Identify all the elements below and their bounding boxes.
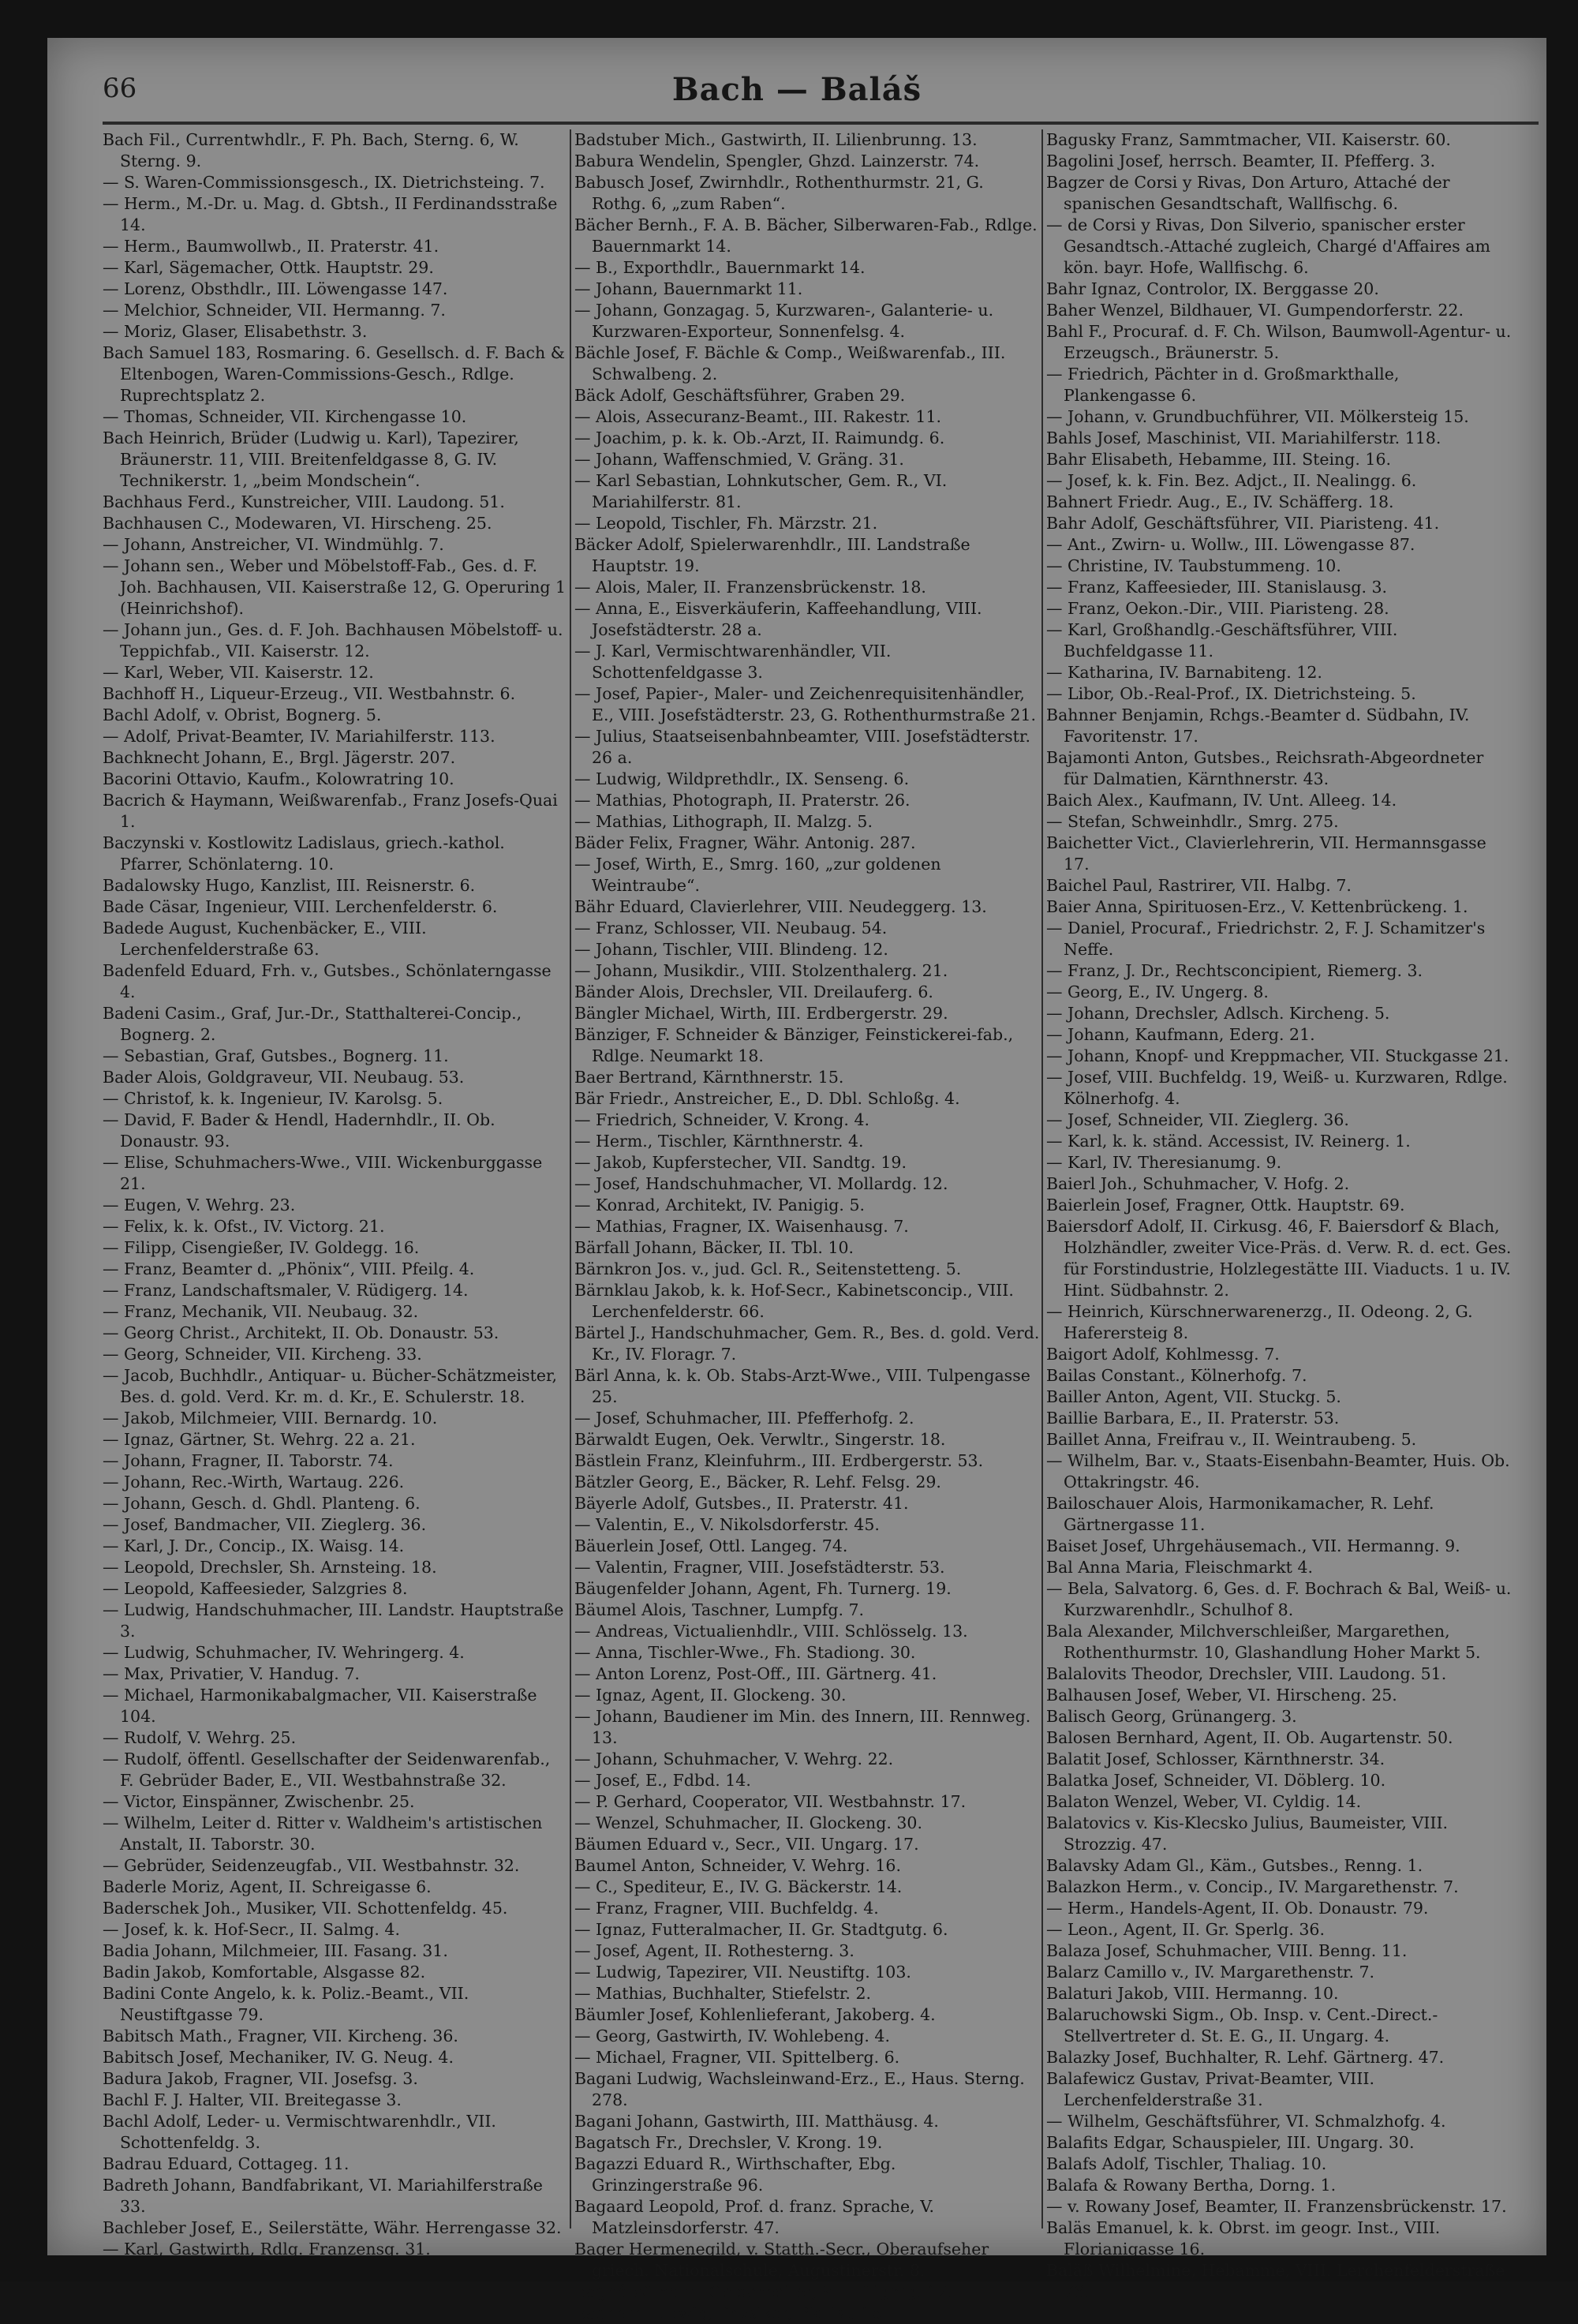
directory-entry: — Josef, Papier-, Maler- und Zeichenrequisitenhändler, E., VIII. Josefstädterstr. 23, G. Rothenthurmstraße 21. — [574, 684, 1037, 724]
directory-entry: Bailoschauer Alois, Harmonikamacher, R. Lehf. Gärtnergasse 11. — [1046, 1494, 1434, 1534]
directory-entry: Badrau Eduard, Cottageg. 11. — [103, 2154, 350, 2173]
directory-entry: Balosen Bernhard, Agent, II. Ob. Augartenstr. 50. — [1046, 1728, 1453, 1747]
directory-entry: — Wilhelm, Geschäftsführer, VI. Schmalzhofg. 4. — [1046, 2112, 1446, 2131]
directory-entry: — Johann, Drechsler, Adlsch. Kircheng. 5. — [1046, 1004, 1390, 1023]
directory-entry: — S. Waren-Commissionsgesch., IX. Dietrichsteing. 7. — [103, 173, 545, 192]
directory-entry: — Johann, Waffenschmied, V. Gräng. 31. — [574, 450, 904, 469]
directory-entry: — Johann, Fragner, II. Taborstr. 74. — [103, 1451, 394, 1470]
directory-entry: — Ignaz, Gärtner, St. Wehrg. 22 a. 21. — [103, 1430, 416, 1449]
directory-entry: — Lorenz, Obsthdlr., III. Löwengasse 147. — [103, 279, 448, 298]
directory-entry: Baillie Barbara, E., II. Praterstr. 53. — [1046, 1409, 1340, 1428]
directory-entry: — Daniel, Procuraf., Friedrichstr. 2, F. J. Schamitzer's Neffe. — [1046, 919, 1486, 959]
directory-entry: — Thomas, Schneider, VII. Kirchengasse 10. — [103, 407, 467, 426]
directory-entry: Baderschek Joh., Musiker, VII. Schottenfeldg. 45. — [103, 1899, 508, 1918]
directory-entry: Bäck Adolf, Geschäftsführer, Graben 29. — [574, 386, 906, 405]
directory-entry: Bachleber Josef, E., Seilerstätte, Währ. Herrengasse 32. — [103, 2218, 562, 2237]
directory-entry: — Felix, k. k. Ofst., IV. Victorg. 21. — [103, 1217, 385, 1236]
directory-entry: — Herm., Tischler, Kärnthnerstr. 4. — [574, 1132, 864, 1151]
column-divider — [1041, 129, 1043, 2229]
directory-entry: Bagani Johann, Gastwirth, III. Matthäusg. 4. — [574, 2112, 939, 2131]
directory-entry: — Karl, Weber, VII. Kaiserstr. 12. — [103, 663, 374, 682]
directory-entry: — Valentin, E., V. Nikolsdorferstr. 45. — [574, 1515, 880, 1534]
directory-entry: Bagusky Franz, Sammtmacher, VII. Kaiserstr. 60. — [1046, 130, 1451, 149]
directory-entry: — Wilhelm, Bar. v., Staats-Eisenbahn-Beamter, Huis. Ob. Ottakringstr. 46. — [1046, 1451, 1510, 1491]
directory-entry: Bagatsch Fr., Drechsler, V. Krong. 19. — [574, 2133, 883, 2152]
directory-entry: — Mathias, Buchhalter, Stiefelstr. 2. — [574, 1984, 872, 2003]
directory-entry: — Herm., Baumwollwb., II. Praterstr. 41. — [103, 237, 439, 256]
directory-entry: — Jakob, Kupferstecher, VII. Sandtg. 19. — [574, 1153, 907, 1172]
directory-entry: — Karl, Gastwirth, Rdlg. Franzensg. 31. — [103, 2240, 431, 2259]
directory-entry: — Heinrich, Kürschnerwarenerzg., II. Odeong. 2, G. Haferersteig 8. — [1046, 1302, 1473, 1342]
directory-entry: — Libor, Ob.-Real-Prof., IX. Dietrichsteing. 5. — [1046, 684, 1416, 703]
directory-entry: — de Corsi y Rivas, Don Silverio, spanischer erster Gesandtsch.-Attaché zugleich, Chargé d'Affaires am kön. bayr. Hofe, Wallfischg. 6. — [1046, 215, 1490, 277]
directory-entry: — Stefan, Schweinhdlr., Smrg. 275. — [1046, 812, 1339, 831]
directory-entry: Bängler Michael, Wirth, III. Erdbergerstr. 29. — [574, 1004, 948, 1023]
directory-entry: — B., Exporthdlr., Bauernmarkt 14. — [574, 258, 866, 277]
directory-entry: Bagherr Ludwig, Physiker, Piarist. 15. — [574, 2303, 888, 2322]
directory-entry: — Ludwig, Schuhmacher, IV. Wehringerg. 4. — [103, 1643, 465, 1662]
directory-entry: — Friedrich, Schneider, V. Krong. 4. — [574, 1110, 870, 1129]
directory-entry: — Karl, J. Dr., Concip., IX. Waisg. 14. — [103, 1536, 405, 1555]
directory-entry: Balafewicz Gustav, Privat-Beamter, VIII. Lerchenfelderstraße 31. — [1046, 2069, 1374, 2109]
directory-entry: — Josef, VIII. Buchfeldg. 19, Weiß- u. Kurzwaren, Rdlge. Kölnerhofg. 4. — [1046, 1068, 1508, 1108]
directory-entry: Bala Alexander, Milchverschleißer, Margarethen, Rothenthurmstr. 10, Glashandlung Hoher Markt 5. — [1046, 1622, 1481, 1662]
directory-entry: Balaton Wenzel, Weber, VI. Cyldig. 14. — [1046, 1792, 1362, 1811]
directory-entry: Bärnkron Jos. v., jud. Gcl. R., Seitenstetteng. 5. — [574, 1259, 962, 1278]
directory-entry: Bahr Elisabeth, Hebamme, III. Steing. 16. — [1046, 450, 1392, 469]
directory-entry: Baierl Joh., Schuhmacher, V. Hofg. 2. — [1046, 1174, 1350, 1193]
directory-entry: — Franz, Oekon.-Dir., VIII. Piaristeng. 28. — [1046, 599, 1389, 618]
directory-entry: — Franz, Landschaftsmaler, V. Rüdigerg. 14. — [103, 1281, 469, 1300]
directory-entry: Badede August, Kuchenbäcker, E., VIII. Lerchenfelderstraße 63. — [103, 919, 427, 959]
directory-entry: — Friedrich, Pächter in d. Großmarkthalle, Plankengasse 6. — [1046, 365, 1400, 405]
directory-entry: Badstuber Mich., Gastwirth, II. Lilienbrunng. 13. — [574, 130, 978, 149]
directory-entry: Balatovics v. Kis-Klecsko Julius, Baumeister, VIII. Strozzig. 47. — [1046, 1813, 1449, 1854]
directory-entry: — Anna, Tischler-Wwe., Fh. Stadiong. 30. — [574, 1643, 916, 1662]
directory-entry: Badenfeld Eduard, Frh. v., Gutsbes., Schönlaterngasse 4. — [103, 961, 552, 1001]
directory-entry: Bäugenfelder Johann, Agent, Fh. Turnerg. 19. — [574, 1579, 952, 1598]
directory-entry: — Michael, Harmonikabalgmacher, VII. Kaiserstraße 104. — [103, 1686, 537, 1726]
directory-entry: — Georg, E., IV. Ungerg. 8. — [1046, 982, 1269, 1001]
directory-entry: — David, F. Bader & Hendl, Hadernhdlr., II. Ob. Donaustr. 93. — [103, 1110, 495, 1151]
directory-entry: Baiersdorf Adolf, II. Cirkusg. 46, F. Baiersdorf & Blach, Holzhändler, zweiter Vice-Präs. d. Verw. R. d. ect. Ges. für Forstindustrie, Holzlegestätte III. Viaducts. 1 u. IV. Hint. Südbahnstr. 2. — [1046, 1217, 1512, 1300]
directory-entry: — Joachim, p. k. k. Ob.-Arzt, II. Raimundg. 6. — [574, 428, 945, 447]
directory-entry: Bager Hermenegild, v. Statth.-Secr., Oberaufseher griech. Nationalschule, Augustinerstr. 8. — [574, 2240, 989, 2280]
directory-entry: — Wilhelm, Leiter d. Ritter v. Waldheim's artistischen Anstalt, II. Taborstr. 30. — [103, 1813, 543, 1854]
directory-entry: Baichel Paul, Rastrirer, VII. Halbg. 7. — [1046, 876, 1352, 895]
directory-entry: — Josef, k. k. Fin. Bez. Adjct., II. Nealingg. 6. — [1046, 471, 1417, 490]
directory-entry: — Alois, Maler, II. Franzensbrückenstr. 18. — [574, 578, 926, 597]
directory-entry: — Alois, Assecuranz-Beamt., III. Rakestr. 11. — [574, 407, 942, 426]
directory-entry: Bahl F., Procuraf. d. F. Ch. Wilson, Baumwoll-Agentur- u. Erzeugsch., Bräunerstr. 5. — [1046, 322, 1512, 362]
directory-entry: Bärtel J., Handschuhmacher, Gem. R., Bes. d. gold. Verd. Kr., IV. Floragr. 7. — [574, 1323, 1040, 1364]
directory-entry: Bahnner Benjamin, Rchgs.-Beamter d. Südbahn, IV. Favoritenstr. 17. — [1046, 705, 1470, 746]
directory-entry: Bachl Adolf, Leder- u. Vermischtwarenhdlr., VII. Schottenfeldg. 3. — [103, 2112, 496, 2152]
directory-entry: Balaza Josef, Schuhmacher, VIII. Benng. 11. — [1046, 1941, 1408, 1960]
directory-entry: — Katharina, IV. Barnabiteng. 12. — [1046, 663, 1322, 682]
directory-entry: — v. Rowany Josef, Beamter, II. Franzensbrückenstr. 17. — [1046, 2197, 1507, 2216]
directory-entry: — Johann, Knopf- und Kreppmacher, VII. Stuckgasse 21. — [1046, 1046, 1509, 1065]
directory-entry: — Ludwig, Handschuhmacher, III. Landstr. Hauptstraße 3. — [103, 1600, 564, 1641]
directory-entry: Bachknecht Johann, E., Brgl. Jägerstr. 207. — [103, 748, 456, 767]
directory-entry: Bächle Josef, F. Bächle & Comp., Weißwarenfab., III. Schwalbeng. 2. — [574, 343, 1006, 384]
directory-entry: — Konrad, Architekt, IV. Panigig. 5. — [574, 1196, 866, 1214]
directory-entry: Baumel Anton, Schneider, V. Wehrg. 16. — [574, 1856, 901, 1875]
directory-entry: Balatka Josef, Schneider, VI. Döblerg. 10. — [1046, 1771, 1386, 1790]
directory-entry: — Johann, Anstreicher, VI. Windmühlg. 7. — [103, 535, 444, 554]
directory-entry: Bahnert Friedr. Aug., E., IV. Schäfferg. 18. — [1046, 492, 1394, 511]
directory-entry: — Rudolf, V. Wehrg. 25. — [103, 1728, 297, 1747]
directory-entry: — Johann, Tischler, VIII. Blindeng. 12. — [574, 940, 888, 959]
directory-entry: Balafits Edgar, Schauspieler, III. Ungarg. 30. — [1046, 2133, 1415, 2152]
directory-entry: — J. Karl, Vermischtwarenhändler, VII. Schottenfeldgasse 3. — [574, 642, 892, 682]
directory-entry: Bäumel Alois, Taschner, Lumpfg. 7. — [574, 1600, 865, 1619]
directory-entry: — Andreas, Victualienhdlr., VIII. Schlösselg. 13. — [574, 1622, 968, 1641]
directory-entry: — Mathias, Fragner, IX. Waisenhausg. 7. — [574, 1217, 909, 1236]
running-head: Bach — Baláš — [671, 71, 922, 108]
directory-entry: Bal Anna Maria, Fleischmarkt 4. — [1046, 1558, 1313, 1577]
directory-entry: Bachhoff H., Liqueur-Erzeug., VII. Westbahnstr. 6. — [103, 684, 516, 703]
directory-entry: Bahr Adolf, Geschäftsführer, VII. Piaristeng. 41. — [1046, 514, 1440, 533]
directory-entry: — Anna, E., Eisverkäuferin, Kaffeehandlung, VIII. Josefstädterstr. 28 a. — [574, 599, 982, 639]
directory-entry: — Gebrüder, Seidenzeugfab., VII. Westbahnstr. 32. — [103, 1856, 520, 1875]
directory-entry: Bätzler Georg, E., Bäcker, R. Lehf. Felsg. 29. — [574, 1473, 941, 1491]
directory-entry: Bahls Josef, Maschinist, VII. Mariahilferstr. 118. — [1046, 428, 1442, 447]
directory-entry: Balavsky Adam Gl., Käm., Gutsbes., Renng. 1. — [1046, 1856, 1423, 1875]
directory-entry: Bagani Ludwig, Wachsleinwand-Erz., E., Haus. Sterng. 278. — [574, 2069, 1025, 2109]
header-rule — [103, 122, 1539, 125]
directory-entry: — Franz, J. Dr., Rechtsconcipient, Riemerg. 3. — [1046, 961, 1423, 980]
directory-entry: Bäcker Adolf, Spielerwarenhdlr., III. Landstraße Hauptstr. 19. — [574, 535, 970, 575]
directory-entry: — Melchior, Schneider, VII. Hermanng. 7. — [103, 301, 446, 320]
directory-entry: Balaturi Jakob, VIII. Hermanng. 10. — [1046, 1984, 1339, 2003]
directory-entry: — Johann, Kaufmann, Ederg. 21. — [1046, 1025, 1315, 1044]
directory-entry: Badalowsky Hugo, Kanzlist, III. Reisnerstr. 6. — [103, 876, 476, 895]
directory-entry: — Georg Christ., Architekt, II. Ob. Donaustr. 53. — [103, 1323, 499, 1342]
directory-entry: Bänder Alois, Drechsler, VII. Dreilauferg. 6. — [574, 982, 933, 1001]
directory-entry: — P. Gerhard, Cooperator, VII. Westbahnstr. 17. — [574, 1792, 967, 1811]
directory-entry: Bach Heinrich, Brüder (Ludwig u. Karl), Tapezirer, Bräunerstr. 11, VIII. Breitenfeldgasse 8, G. IV. Technikerstr. 1, „beim Mondschein“. — [103, 428, 519, 490]
directory-entry: Bach Samuel 183, Rosmaring. 6. Gesellsch. d. F. Bach & Eltenbogen, Waren-Commissions-Gesch., Rdlge. Ruprechtsplatz 2. — [103, 343, 565, 405]
directory-entry: — Karl, IV. Theresianumg. 9. — [1046, 1153, 1282, 1172]
directory-entry: — Josef, Handschuhmacher, VI. Mollardg. 12. — [574, 1174, 948, 1193]
directory-entry: Bade Cäsar, Ingenieur, VIII. Lerchenfelderstr. 6. — [103, 897, 498, 916]
directory-entry: — Johann, Bauernmarkt 11. — [574, 279, 803, 298]
directory-entry: Baderle Moriz, Agent, II. Schreigasse 6. — [103, 1877, 432, 1896]
directory-entry: Balazky Josef, Buchhalter, R. Lehf. Gärtnerg. 47. — [1046, 2048, 1445, 2067]
directory-entry: Bailas Constant., Kölnerhofg. 7. — [1046, 1366, 1307, 1385]
directory-entry: Bärwaldt Eugen, Oek. Verwltr., Singerstr. 18. — [574, 1430, 946, 1449]
directory-entry: — Ludwig, Tapezirer, VII. Neustiftg. 103. — [574, 1963, 911, 1982]
directory-entry: Badin Jakob, Komfortable, Alsgasse 82. — [103, 1963, 426, 1982]
directory-entry: — Valentin, Fragner, VIII. Josefstädterstr. 53. — [574, 1558, 945, 1577]
directory-entry: Bärfall Johann, Bäcker, II. Tbl. 10. — [574, 1238, 854, 1257]
directory-entry: — Leopold, Drechsler, Sh. Arnsteing. 18. — [103, 1558, 437, 1577]
directory-entry: Balalovits Theodor, Drechsler, VIII. Laudong. 51. — [1046, 1664, 1447, 1683]
directory-entry: Baillet Anna, Freifrau v., II. Weintraubeng. 5. — [1046, 1430, 1417, 1449]
directory-entry: — Karl, Sägemacher, Ottk. Hauptstr. 29. — [103, 258, 434, 277]
column-3 — [1046, 129, 1512, 2301]
directory-entry: — Johann jun., Ges. d. F. Joh. Bachhausen Möbelstoff- u. Teppichfab., VII. Kaiserstr. 12. — [103, 620, 563, 661]
directory-entry: — Mathias, Photograph, II. Praterstr. 26. — [574, 791, 911, 810]
directory-entry: Bahr Ignaz, Controlor, IX. Berggasse 20. — [1046, 279, 1379, 298]
directory-entry: — Josef, Agent, II. Rothesterng. 3. — [574, 1941, 854, 1960]
directory-entry: Bäumler Josef, Kohlenlieferant, Jakoberg. 4. — [574, 2005, 936, 2024]
directory-entry: — Julius, Staatseisenbahnbeamter, VIII. Josefstädterstr. 26 a. — [574, 727, 1030, 767]
directory-entry: — Josef, Bandmacher, VII. Zieglerg. 36. — [103, 1515, 427, 1534]
directory-entry: Baläs Emanuel, k. k. Obrst. im geogr. Inst., VIII. Florianigasse 16. — [1046, 2218, 1441, 2259]
directory-entry: Baher Wenzel, Bildhauer, VI. Gumpendorferstr. 22. — [1046, 301, 1464, 320]
directory-entry: Bach Fil., Currentwhdlr., F. Ph. Bach, Sterng. 6, W. Sterng. 9. — [103, 130, 519, 170]
directory-entry: — Johann, Baudiener im Min. des Innern, III. Rennweg. 13. — [574, 1707, 1031, 1747]
directory-entry: Baläß Wilhelmine, Hebamme, VIII. Lerchenfelderstraße 76. — [1046, 2261, 1505, 2301]
directory-entry: — Michael, Fragner, VII. Spittelberg. 6. — [574, 2048, 900, 2067]
directory-entry: Baich Alex., Kaufmann, IV. Unt. Alleeg. 14. — [1046, 791, 1397, 810]
directory-entry: Baghé Wilhelm, Goldarbeiter, VIII. Tigerg. 12. — [574, 2282, 953, 2301]
directory-entry: — Johann sen., Weber und Möbelstoff-Fab., Ges. d. F. Joh. Bachhausen, VII. Kaiserstraße 12, G. Operuring 1 (Heinrichshof). — [103, 556, 567, 618]
directory-entry: — Wenzel, Schuhmacher, II. Glockeng. 30. — [574, 1813, 922, 1832]
directory-entry: — Josef, k. k. Hof-Secr., II. Salmg. 4. — [103, 1920, 400, 1939]
directory-entry: Balatit Josef, Schlosser, Kärnthnerstr. 34. — [1046, 1750, 1385, 1768]
directory-entry: — Eugen, V. Wehrg. 23. — [103, 1196, 296, 1214]
directory-entry: — Herm., M.-Dr. u. Mag. d. Gbtsh., II Ferdinandsstraße 14. — [103, 194, 558, 234]
directory-entry: Badia Johann, Milchmeier, III. Fasang. 31. — [103, 1941, 448, 1960]
directory-entry: Balisch Georg, Grünangerg. 3. — [1046, 1707, 1297, 1726]
directory-entry: Baierlein Josef, Fragner, Ottk. Hauptstr. 69. — [1046, 1196, 1405, 1214]
directory-entry: Bäumen Eduard v., Secr., VII. Ungarg. 17. — [574, 1835, 919, 1854]
directory-entry: — Leopold, Kaffeesieder, Salzgries 8. — [103, 1579, 408, 1598]
directory-entry: Babura Wendelin, Spengler, Ghzd. Lainzerstr. 74. — [574, 152, 980, 170]
directory-entry: — Karl Sebastian, Lohnkutscher, Gem. R., VI. Mariahilferstr. 81. — [574, 471, 948, 511]
directory-entry: Badura Jakob, Fragner, VII. Josefsg. 3. — [103, 2069, 418, 2088]
directory-entry: Baiset Josef, Uhrgehäusemach., VII. Hermanng. 9. — [1046, 1536, 1460, 1555]
directory-entry: — Elise, Schuhmachers-Wwe., VIII. Wickenburggasse 21. — [103, 1153, 543, 1193]
directory-entry: — Ignaz, Agent, II. Glockeng. 30. — [574, 1686, 847, 1705]
page-header — [47, 38, 1546, 125]
directory-entry: — Jakob, Milchmeier, VIII. Bernardg. 10. — [103, 1409, 438, 1428]
directory-entry: — Georg, Gastwirth, IV. Wohlebeng. 4. — [574, 2026, 890, 2045]
directory-entry: — Rudolf, öffentl. Gesellschafter der Seidenwarenfab., F. Gebrüder Bader, E., VII. Westbahnstraße 32. — [103, 1750, 551, 1790]
directory-entry: — Georg, Schneider, VII. Kircheng. 33. — [103, 1345, 422, 1364]
directory-entry: Bagolini Josef, herrsch. Beamter, II. Pfefferg. 3. — [1046, 152, 1436, 170]
directory-entry: Bachhaus Ferd., Kunstreicher, VIII. Laudong. 51. — [103, 492, 505, 511]
directory-entry: Balafs Adolf, Tischler, Thaliag. 10. — [1046, 2154, 1327, 2173]
directory-entry: Bär Friedr., Anstreicher, E., D. Dbl. Schloßg. 4. — [574, 1089, 960, 1108]
directory-entry: Bänziger, F. Schneider & Bänziger, Feinstickerei-fab., Rdlge. Neumarkt 18. — [574, 1025, 1014, 1065]
directory-entry: Baczynski v. Kostlowitz Ladislaus, griech.-kathol. Pfarrer, Schönlaterng. 10. — [103, 833, 505, 874]
directory-entry: Bagazzi Eduard R., Wirthschafter, Ebg. Grinzingerstraße 96. — [574, 2154, 896, 2195]
directory-entry: Bachhausen C., Modewaren, VI. Hirscheng. 25. — [103, 514, 492, 533]
directory-entry: Bailler Anton, Agent, VII. Stuckg. 5. — [1046, 1387, 1341, 1406]
directory-entry: — Ludwig, Wildprethdlr., IX. Senseng. 6. — [574, 769, 910, 788]
directory-entry: Bärnklau Jakob, k. k. Hof-Secr., Kabinetsconcip., VIII. Lerchenfelderstr. 66. — [574, 1281, 1014, 1321]
directory-entry: Bacrich & Haymann, Weißwarenfab., Franz Josefs-Quai 1. — [103, 791, 558, 831]
directory-entry: — Christof, k. k. Ingenieur, IV. Karolsg. 5. — [103, 1089, 443, 1108]
directory-entry: — Christine, IV. Taubstummeng. 10. — [1046, 556, 1341, 575]
directory-entry: Balaruchowski Sigm., Ob. Insp. v. Cent.-Direct.-Stellvertreter d. St. E. G., II. Ungarg. 4. — [1046, 2005, 1438, 2045]
column-2 — [574, 129, 1040, 2322]
directory-entry: — Victor, Einspänner, Zwischenbr. 25. — [103, 1792, 415, 1811]
directory-entry: Bäder Felix, Fragner, Währ. Antonig. 287. — [574, 833, 916, 852]
directory-entry: — Johann, Gonzagag. 5, Kurzwaren-, Galanterie- u. Kurzwaren-Exporteur, Sonnenfelsg. 4. — [574, 301, 994, 341]
directory-entry: — Johann, Schuhmacher, V. Wehrg. 22. — [574, 1750, 894, 1768]
directory-entry: — Franz, Beamter d. „Phönix“, VIII. Pfeilg. 4. — [103, 1259, 475, 1278]
directory-entry: Bagzer de Corsi y Rivas, Don Arturo, Attaché der spanischen Gesandtschaft, Wallfischg. 6. — [1046, 173, 1450, 213]
directory-entry: — Johann, v. Grundbuchführer, VII. Mölkersteig 15. — [1046, 407, 1469, 426]
directory-entry: — Franz, Kaffeesieder, III. Stanislausg. 3. — [1046, 578, 1388, 597]
directory-entry: Bähr Eduard, Clavierlehrer, VIII. Neudeggerg. 13. — [574, 897, 987, 916]
directory-entry: — Josef, E., Fdbd. 14. — [574, 1771, 751, 1790]
column-divider — [570, 129, 571, 2229]
directory-entry: Bagaard Leopold, Prof. d. franz. Sprache, V. Matzleinsdorferstr. 47. — [574, 2197, 934, 2237]
directory-entry: — Karl, Großhandlg.-Geschäftsführer, VIII. Buchfeldgasse 11. — [1046, 620, 1398, 661]
directory-entry: Balarz Camillo v., IV. Margarethenstr. 7. — [1046, 1963, 1375, 1982]
directory-entry: Baichetter Vict., Clavierlehrerin, VII. Hermannsgasse 17. — [1046, 833, 1486, 874]
directory-entry: — Josef, Schneider, VII. Zieglerg. 36. — [1046, 1110, 1349, 1129]
directory-entry: Babitsch Josef, Mechaniker, IV. G. Neug. 4. — [103, 2048, 454, 2067]
directory-entry: Balhausen Josef, Weber, VI. Hirscheng. 25. — [1046, 1686, 1397, 1705]
directory-entry: — Karl, k. k. ständ. Accessist, IV. Reinerg. 1. — [1046, 1132, 1411, 1151]
directory-entry: — Max, Privatier, V. Handug. 7. — [103, 1664, 360, 1683]
directory-entry: — Sebastian, Graf, Gutsbes., Bognerg. 11. — [103, 1046, 449, 1065]
directory-entry: — Johann, Gesch. d. Ghdl. Planteng. 6. — [103, 1494, 421, 1513]
directory-entry: — Bela, Salvatorg. 6, Ges. d. F. Bochrach & Bal, Weiß- u. Kurzwarenhdlr., Schulhof 8. — [1046, 1579, 1512, 1619]
directory-entry: Balafa & Rowany Bertha, Dorng. 1. — [1046, 2176, 1337, 2195]
directory-entry: — Franz, Mechanik, VII. Neubaug. 32. — [103, 1302, 419, 1321]
directory-entry: Bästlein Franz, Kleinfuhrm., III. Erdbergerstr. 53. — [574, 1451, 984, 1470]
directory-page — [47, 38, 1546, 2322]
directory-entry: Badeni Casim., Graf, Jur.-Dr., Statthalterei-Concip., Bognerg. 2. — [103, 1004, 522, 1044]
directory-entry: — Jacob, Buchhdlr., Antiquar- u. Bücher-Schätzmeister, Bes. d. gold. Verd. Kr. m. d. Kr., E. Schulerstr. 18. — [103, 1366, 558, 1406]
directory-entry: Badreth Johann, Bandfabrikant, VI. Mariahilferstraße 33. — [103, 2176, 543, 2216]
directory-entry: — Johann, Rec.-Wirth, Wartaug. 226. — [103, 1473, 405, 1491]
directory-entry: Bader Alois, Goldgraveur, VII. Neubaug. 53. — [103, 1068, 465, 1087]
directory-entry: Bächer Bernh., F. A. B. Bächer, Silberwaren-Fab., Rdlge. Bauernmarkt 14. — [574, 215, 1038, 256]
directory-entry: — Leon., Agent, II. Gr. Sperlg. 36. — [1046, 1920, 1325, 1939]
directory-entry: — Leopold, Tischler, Fh. Märzstr. 21. — [574, 514, 878, 533]
directory-entry: — Moriz, Glaser, Elisabethstr. 3. — [103, 322, 368, 341]
page-number: 66 — [103, 73, 137, 104]
directory-entry: — Josef, Schuhmacher, III. Pfefferhofg. 2. — [574, 1409, 914, 1428]
directory-entry: — C., Spediteur, E., IV. G. Bäckerstr. 14. — [574, 1877, 903, 1896]
directory-entry: — Ignaz, Futteralmacher, II. Gr. Stadtgutg. 6. — [574, 1920, 948, 1939]
directory-entry: Baier Anna, Spirituosen-Erz., V. Kettenbrückeng. 1. — [1046, 897, 1468, 916]
directory-entry: — Ant., Zwirn- u. Wollw., III. Löwengasse 87. — [1046, 535, 1415, 554]
directory-entry: Babusch Josef, Zwirnhdlr., Rothenthurmstr. 21, G. Rothg. 6, „zum Raben“. — [574, 173, 984, 213]
directory-entry: Baigort Adolf, Kohlmessg. 7. — [1046, 1345, 1280, 1364]
directory-entry: — Franz, Schlosser, VII. Neubaug. 54. — [574, 919, 888, 937]
directory-entry: Badini Conte Angelo, k. k. Poliz.-Beamt., VII. Neustiftgasse 79. — [103, 1984, 469, 2024]
directory-entry: Baer Bertrand, Kärnthnerstr. 15. — [574, 1068, 844, 1087]
directory-entry: Bajamonti Anton, Gutsbes., Reichsrath-Abgeordneter für Dalmatien, Kärnthnerstr. 43. — [1046, 748, 1484, 788]
directory-entry: — Mathias, Lithograph, II. Malzg. 5. — [574, 812, 873, 831]
directory-entry: Bäyerle Adolf, Gutsbes., II. Praterstr. 41. — [574, 1494, 909, 1513]
directory-entry: Bachl Adolf, v. Obrist, Bognerg. 5. — [103, 705, 382, 724]
directory-entry: Babitsch Math., Fragner, VII. Kircheng. 36. — [103, 2026, 458, 2045]
directory-entry: — Josef, Wirth, E., Smrg. 160, „zur goldenen Weintraube“. — [574, 855, 941, 895]
directory-entry: Bachl F. J. Halter, VII. Breitegasse 3. — [103, 2090, 402, 2109]
column-1 — [103, 129, 568, 2259]
directory-entry: Bacorini Ottavio, Kaufm., Kolowratring 10. — [103, 769, 454, 788]
directory-entry: — Anton Lorenz, Post-Off., III. Gärtnerg. 41. — [574, 1664, 937, 1683]
directory-entry: — Franz, Fragner, VIII. Buchfeldg. 4. — [574, 1899, 879, 1918]
directory-entry: Balazkon Herm., v. Concip., IV. Margarethenstr. 7. — [1046, 1877, 1459, 1896]
directory-entry: — Johann, Musikdir., VIII. Stolzenthalerg. 21. — [574, 961, 948, 980]
directory-entry: — Adolf, Privat-Beamter, IV. Mariahilferstr. 113. — [103, 727, 495, 746]
directory-entry: Bäuerlein Josef, Ottl. Langeg. 74. — [574, 1536, 848, 1555]
directory-entry: Bärl Anna, k. k. Ob. Stabs-Arzt-Wwe., VIII. Tulpengasse 25. — [574, 1366, 1030, 1406]
directory-entry: — Herm., Handels-Agent, II. Ob. Donaustr. 79. — [1046, 1899, 1429, 1918]
directory-entry: — Filipp, Cisengießer, IV. Goldegg. 16. — [103, 1238, 420, 1257]
